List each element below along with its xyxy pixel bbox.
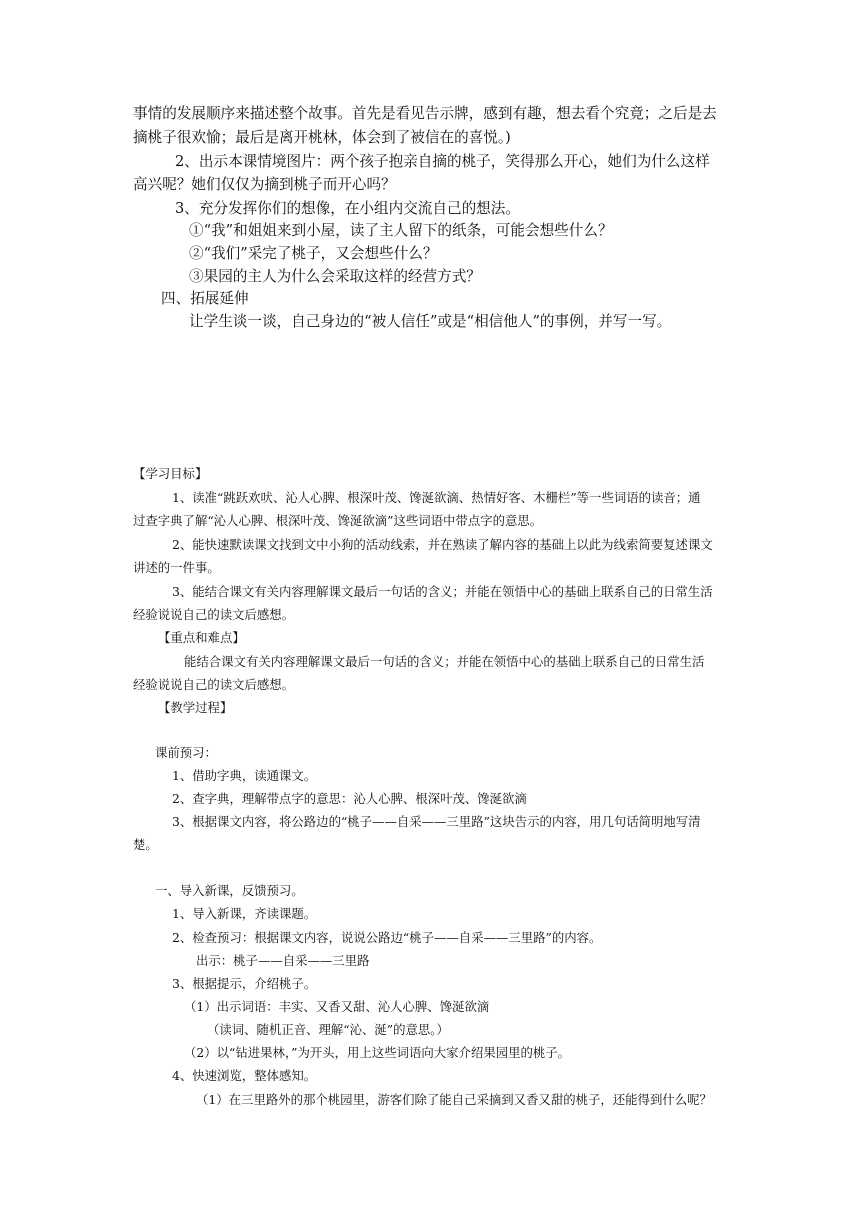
section-heading: 【学习目标】	[133, 466, 208, 481]
text-line: 1、导入新课，齐读课题。	[172, 906, 317, 921]
text-line: ②“我们”采完了桃子，又会想些什么？	[189, 245, 438, 262]
text-line: 经验说说自己的读文后感想。	[133, 677, 295, 692]
text-line: （1）出示词语：丰实、又香又甜、沁人心脾、馋涎欲滴	[184, 999, 490, 1014]
text-line: ③果园的主人为什么会采取这样的经营方式？	[189, 268, 481, 285]
text-line: （2）以“钻进果林，”为开头，用上这些词语向大家介绍果园里的桃子。	[184, 1045, 571, 1060]
text-line: 4、快速浏览，整体感知。	[172, 1068, 317, 1083]
text-line: ①“我”和姐姐来到小屋，读了主人留下的纸条，可能会想些什么？	[189, 222, 613, 239]
text-line: 摘桃子很欢愉；最后是离开桃林，体会到了被信在的喜悦。)	[133, 129, 511, 146]
text-line: 出示：桃子——自采——三里路	[196, 953, 370, 968]
text-line: 让学生谈一谈，自己身边的“被人信任”或是“相信他人”的事例，并写一写。	[189, 313, 672, 330]
section-heading: 四、拓展延伸	[161, 290, 249, 307]
text-line: 3、根据课文内容，将公路边的“桃子——自采——三里路”这块告示的内容，用几句话简明地写清	[172, 814, 701, 829]
text-line: 3、根据提示，介绍桃子。	[172, 976, 317, 991]
section-heading: 【重点和难点】	[158, 630, 245, 645]
text-line: 2、检查预习：根据课文内容，说说公路边“桃子——自采——三里路”的内容。	[172, 930, 602, 945]
text-line: 能结合课文有关内容理解课文最后一句话的含义；并能在领悟中心的基础上联系自己的日常生活	[184, 654, 705, 669]
text-line: 课前预习：	[155, 745, 217, 760]
text-line: 高兴呢？她们仅仅为摘到桃子而开心吗？	[133, 176, 396, 193]
text-line: 事情的发展顺序来描述整个故事。首先是看见告示牌，感到有趣，想去看个究竟；之后是去	[133, 105, 717, 122]
text-line: 经验说说自己的读文后感想。	[133, 607, 295, 622]
text-line: 1、读准“跳跃欢吠、沁人心脾、根深叶茂、馋涎欲滴、热情好客、木栅栏”等一些词语的读音；通	[172, 490, 701, 505]
text-line: 2、查字典，理解带点字的意思：沁人心脾、根深叶茂、馋涎欲滴	[172, 791, 527, 806]
text-line: 3、充分发挥你们的想像，在小组内交流自己的想法。	[175, 200, 520, 217]
text-line: 过查字典了解“沁人心脾、根深叶茂、馋涎欲滴”这些词语中带点字的意思。	[133, 513, 543, 528]
text-line: 讲述的一件事。	[133, 560, 220, 575]
text-line: 楚。	[133, 837, 158, 852]
text-line: 2、出示本课情境图片：两个孩子抱亲自摘的桃子，笑得那么开心，她们为什么这样	[175, 153, 710, 170]
section-heading: 一、导入新课，反馈预习。	[155, 883, 304, 898]
text-line: 2、能快速默读课文找到文中小狗的活动线索，并在熟读了解内容的基础上以此为线索简要复述课文	[172, 537, 713, 552]
text-line: 1、借助字典，读通课文。	[172, 768, 317, 783]
text-line: 3、能结合课文有关内容理解课文最后一句话的含义；并能在领悟中心的基础上联系自己的日常生活	[172, 584, 713, 599]
text-line: （读词、随机正音、理解“沁、涎”的意思。）	[207, 1022, 449, 1037]
text-line: （1）在三里路外的那个桃园里，游客们除了能自己采摘到又香又甜的桃子，还能得到什么呢？	[196, 1092, 712, 1107]
section-heading: 【教学过程】	[158, 700, 233, 715]
